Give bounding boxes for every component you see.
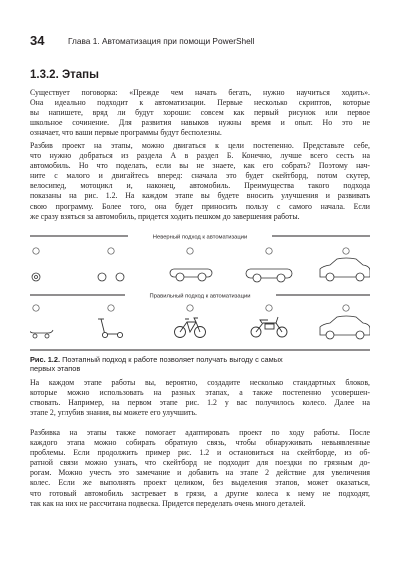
text-line: автомобиль. Но что поделать, если вы не знаете, как его собрать? Поэтому нач-: [30, 161, 370, 171]
bicycle-icon: [175, 318, 206, 338]
page-header: [30, 34, 370, 48]
text-line: каждого этапа можно собирать обратную связь, чтобы обнаруживать невыявленные: [30, 438, 370, 448]
text-line: показаны на рис. 1.2. На каждом этапе вы будете вносить улучшения и развивать: [30, 191, 370, 201]
paragraph-4: [30, 428, 370, 509]
wheels-icon: [98, 273, 124, 281]
text-line: школьное сочинение. Для развития навыков нужны время и опыт. Но это не: [30, 118, 370, 128]
text-line: рогам. Можно учесть это замечание и добавить на этапе 2 действие для увеличения: [30, 468, 370, 478]
figure-caption: [30, 355, 330, 374]
right-approach-label: Правильный подход к автоматизации: [149, 293, 251, 300]
text-line: свою программу. Более того, она будет приносить пользу с самого начала. Если: [30, 201, 370, 211]
text-line: велосипед, мотоцикл и, наконец, автомобиль. Преимущества такого подхода: [30, 181, 370, 191]
text-line: что нужно добраться из раздела А в раздел Б. Конечно, лучше всего сесть на: [30, 151, 370, 161]
text-line: вы напишете, вряд ли будут хороши: совсем как первый рисунок или первое: [30, 108, 370, 118]
text-line: колес. Если же выполнять проект целиком, без выделения этапов, может оказаться,: [30, 478, 370, 488]
wheel-icon: [32, 273, 40, 281]
chassis-icon: [170, 269, 212, 281]
skateboard-icon: [30, 330, 53, 338]
page-number: 34: [30, 33, 45, 48]
caption-text: Поэтапный подход к работе позволяет получать выгоду с самых: [60, 355, 283, 364]
face-icon: [33, 248, 349, 254]
chapter-title: Глава 1. Автоматизация при помощи PowerShell: [68, 36, 255, 46]
text-line: ствовать. Например, на первом этапе рис. 1.2 у вас получилось колесо. Далее на: [30, 398, 370, 408]
text-line: так как на них не рассчитана подвеска. Придется переделать очень много деталей.: [30, 498, 306, 508]
text-line: Она идеально подходит к автоматизации. Первые несколько скриптов, которые: [30, 98, 370, 108]
text-line: Разбивка на этапы также помогает адаптировать проект по ходу работы. После: [30, 428, 370, 437]
paragraph-3: [30, 378, 370, 418]
section-title: 1.3.2. Этапы: [30, 69, 99, 81]
scooter-icon: [98, 319, 123, 338]
text-line: Существует поговорка: «Прежде чем начать бегать, нужно научиться ходить».: [30, 88, 370, 97]
figure-illustration: [30, 231, 370, 351]
car-body-icon: [246, 269, 292, 282]
text-line: ните с малого и двигайтесь вперед: сначала это будет скейтборд, потом скутер,: [30, 171, 370, 181]
text-line: проблемы. Если продолжить пример рис. 1.2 и остановиться на скейтборде, из об-: [30, 448, 370, 458]
figure-approaches: [30, 231, 370, 351]
text-line: что готовый автомобиль застревает в грязи, а другие колеса к нему не подходят,: [30, 488, 370, 498]
text-line: же сразу взяться за автомобиль, придется ходить пешком до завершения работы.: [30, 211, 300, 221]
caption-label: Рис. 1.2.: [30, 355, 61, 364]
caption-line-2: первых этапов: [30, 364, 81, 374]
motorcycle-icon: [251, 317, 287, 337]
car-icon: [320, 316, 370, 339]
paragraph-1: [30, 88, 370, 138]
face-icon: [33, 305, 349, 311]
text-line: ратной связи можно узнать, что скейтборд не подходит для поездки по грязным до-: [30, 458, 370, 468]
text-line: этапе 2, углубив знания, вы можете его улучшить.: [30, 408, 198, 418]
caption-line-1: [30, 355, 330, 364]
text-line: На каждом этапе работы вы, вероятно, создадите несколько стандартных блоков,: [30, 378, 370, 387]
text-line: которые можно использовать на разных этапах, а также постепенно усовершен-: [30, 388, 370, 398]
paragraph-2: [30, 141, 370, 222]
car-icon: [320, 258, 370, 281]
text-line: Разбив проект на этапы, можно двигаться к цели постепенно. Представьте себе,: [30, 141, 370, 150]
text-line: означает, что ваши первые программы будут бесполезны.: [30, 128, 222, 138]
wrong-approach-label: Неверный подход к автоматизации: [152, 234, 248, 241]
